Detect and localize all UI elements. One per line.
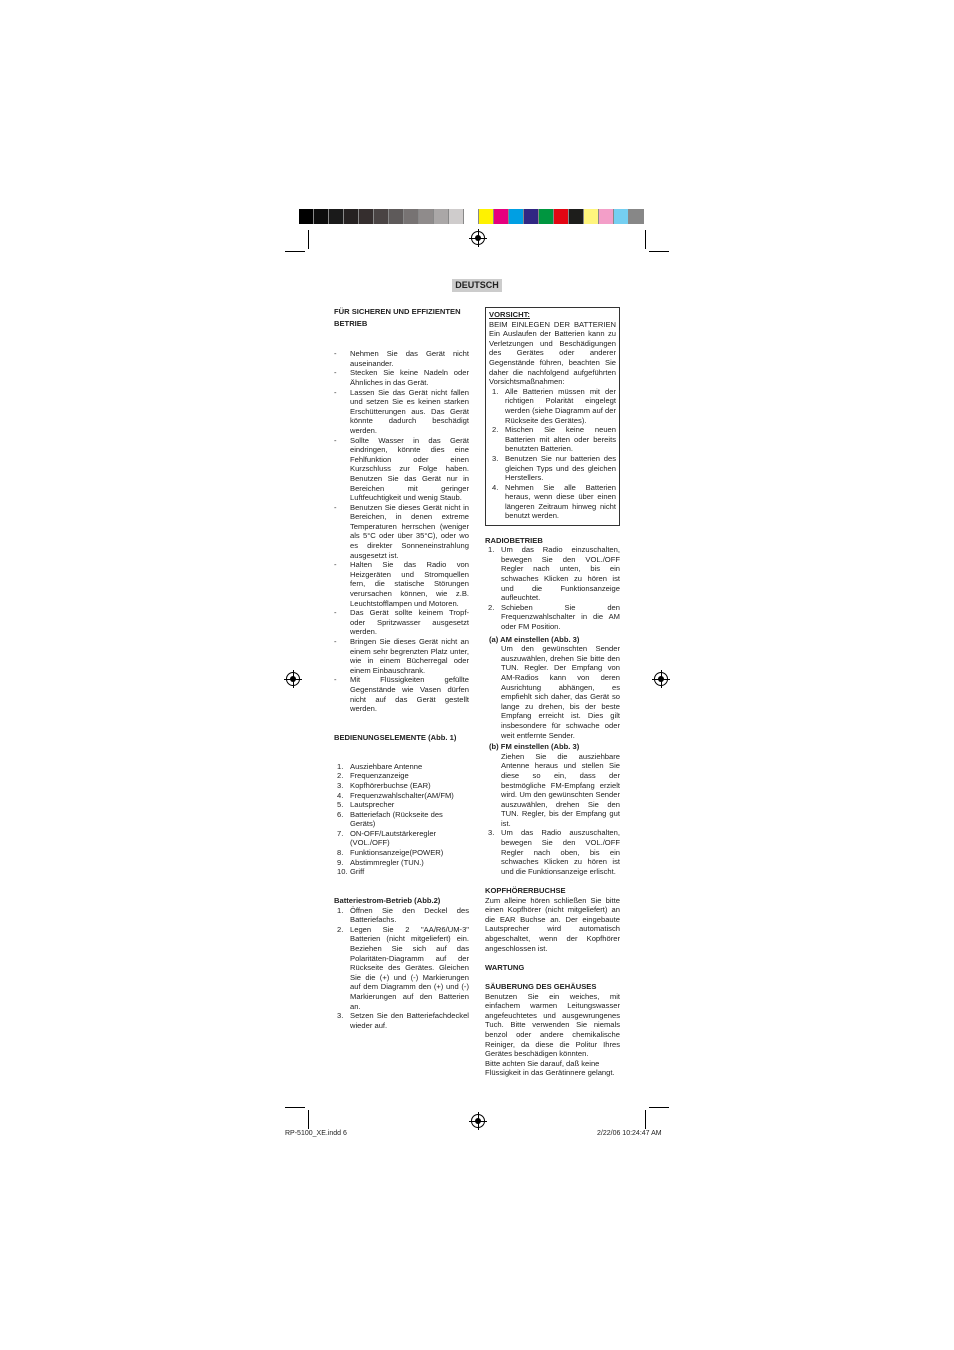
color-swatch [554, 209, 569, 224]
crop-mark [285, 1107, 305, 1108]
registration-mark-icon [471, 231, 485, 245]
list-item: 8. Funktionsanzeige(POWER) [337, 848, 444, 858]
fm-text: Ziehen Sie die ausziehbare Antenne heraus und stellen Sie diese so ein, dass der bestmögliche FM-Empfang erzielt wird. Um den gewünschten Sender auszuwählen, drehen Sie den TUN. Regler, bis der Empfang gut ist. [501, 751, 620, 828]
crop-mark [308, 230, 309, 249]
list-item: 2. Legen Sie 2 "AA/R6/UM-3" Batterien (nicht mitgeliefert) ein. Beziehen Sie sich auf das Polaritäten-Diagramm auf der Rückseite des Gerätes. Gleichen Sie die (+) und (-) Markierungen auf dem Diagramm den (+) und (-) Markierungen auf den Batterien an. [337, 924, 469, 1011]
color-swatch [569, 209, 584, 224]
color-swatch [389, 209, 404, 224]
list-item: - Lassen Sie das Gerät nicht fallen und setzen Sie es keinen starken Erschütterungen aus. Das Gerät könnte dadurch beschädigt werden. [334, 387, 469, 435]
color-swatch [629, 209, 644, 224]
footer-filename: RP-5100_XE.indd 6 [285, 1130, 347, 1137]
list-item: 1. Alle Batterien müssen mit der richtigen Polarität eingelegt werden (siehe Diagramm auf der Rückseite des Gerätes). [492, 386, 616, 425]
color-swatch [494, 209, 509, 224]
color-swatch [314, 209, 329, 224]
list-item: 9. Abstimmregler (TUN.) [337, 857, 424, 867]
maintenance-heading: WARTUNG [485, 962, 525, 972]
list-item: 7. ON-OFF/Lautstärkeregler (VOL./OFF) [337, 828, 437, 848]
list-item: 3. Kopfhörerbuchse (EAR) [337, 780, 431, 790]
battery-heading: Batteriestrom-Betrieb (Abb.2) [334, 896, 441, 906]
list-item: 2. Schieben Sie den Frequenzwahlschalter in die AM oder FM Position. [488, 602, 620, 631]
registration-mark-icon [654, 672, 668, 686]
caution-list [489, 387, 616, 521]
color-swatch [404, 209, 419, 224]
crop-mark [285, 251, 305, 252]
list-item: 10. Griff [337, 867, 365, 877]
registration-mark-icon [471, 1114, 485, 1128]
fm-heading: (b) FM einstellen (Abb. 3) [489, 742, 580, 752]
list-item: 5. Lautsprecher [337, 800, 395, 810]
list-item: 1. Öffnen Sie den Deckel des Batteriefachs. [337, 905, 469, 925]
list-item: - Das Gerät sollte keinem Tropf- oder Spritzwasser ausgesetzt werden. [334, 608, 469, 637]
color-swatch [329, 209, 344, 224]
controls-heading: BEDIENUNGSELEMENTE (Abb. 1) [334, 732, 457, 742]
color-swatch [449, 209, 464, 224]
safety-list [334, 349, 469, 714]
cleaning-note: Bitte achten Sie darauf, daß keine Flüssigkeit in das Gerätinnere gelangt. [485, 1058, 615, 1078]
cleaning-heading: SÄUBERUNG DES GEHÄUSES [485, 981, 597, 991]
list-item: 3. Setzen Sie den Batteriefachdeckel wieder auf. [337, 1011, 469, 1030]
list-item: 6. Batteriefach (Rückseite des Geräts) [337, 809, 443, 829]
registration-mark-icon [286, 672, 300, 686]
left-column [334, 306, 469, 1030]
am-heading: (a) AM einstellen (Abb. 3) [489, 634, 580, 644]
right-column [485, 307, 620, 1078]
battery-list [334, 906, 469, 1031]
headphones-text: Zum alleine hören schließen Sie bitte einen Kopfhörer (nicht mitgeliefert) an die EAR Buchse an. Der eingebaute Lautsprecher wird automatisch abgeschaltet, wenn der Kopfhörer angeschlossen ist. [485, 895, 620, 953]
list-item: 1. Ausziehbare Antenne [337, 761, 423, 771]
color-calibration-bar-color [479, 209, 644, 224]
list-item: - Benutzen Sie dieses Gerät nicht in Bereichen, in denen extreme Temperaturen herrschen (weniger als 5°C oder über 35°C), oder wo es direkter Sonneneinstrahlung ausgesetzt ist. [334, 502, 469, 560]
list-item: - Halten Sie das Radio von Heizgeräten und Stromquellen fern, die statische Störungen verursachen können, wie z.B. Leuchtstofflampen und Motoren. [334, 560, 469, 608]
color-swatch [599, 209, 614, 224]
crop-mark [649, 251, 669, 252]
am-text: Um den gewünschten Sender auszuwählen, drehen Sie bitte den TUN. Regler. Der Empfang von AM-Radios kann von deren Ausrichtung abhängen, es empfiehlt sich daher, das Gerät so lange zu drehen, bis der beste Empfang erreicht ist. Dies gilt insbesondere für schwache oder weit entfernte Sender. [501, 644, 620, 740]
color-calibration-bar-grayscale [299, 209, 479, 224]
color-swatch [524, 209, 539, 224]
list-item: 4. Nehmen Sie alle Batterien heraus, wenn diese über einen längeren Zeitraum hinweg nicht benutzt werden. [492, 482, 616, 521]
crop-mark [308, 1110, 309, 1129]
list-item: 3. Um das Radio auszuschalten, bewegen Sie den VOL./OFF Regler nach oben, bis ein schwaches Klicken zu hören ist und die Funktionsanzeige erlischt. [488, 828, 620, 876]
radio-heading: RADIOBETRIEB [485, 535, 543, 545]
headphones-heading: KOPFHÖRERBUCHSE [485, 886, 566, 896]
list-item: 2. Frequenzanzeige [337, 771, 409, 781]
language-label: DEUTSCH [452, 279, 502, 292]
color-swatch [509, 209, 524, 224]
list-item: - Sollte Wasser in das Gerät eindringen, könnte dies eine Fehlfunktion oder einen Kurzschluss zur Folge haben. Benutzen Sie das Gerät nur in Bereichen mit geringer Luftfeuchtigkeit und wenig Staub. [334, 435, 469, 503]
footer-timestamp: 2/22/06 10:24:47 AM [597, 1130, 662, 1137]
list-item: 2. Mischen Sie keine neuen Batterien mit alten oder bereits benutzten Batterien. [492, 425, 616, 454]
color-swatch [614, 209, 629, 224]
color-swatch [539, 209, 554, 224]
list-item: - Stecken Sie keine Nadeln oder Ähnliches in das Gerät. [334, 368, 469, 387]
list-item: 3. Benutzen Sie nur batterien des gleichen Typs und des gleichen Herstellers. [492, 453, 616, 483]
list-item: - Nehmen Sie das Gerät nicht auseinander. [334, 349, 469, 368]
list-item: 1. Um das Radio einzuschalten, bewegen Sie den VOL./OFF Regler nach unten, bis ein schwaches Klicken zu hören ist und die Funktionsanzeige aufleuchtet. [488, 545, 620, 603]
color-swatch [584, 209, 599, 224]
list-item: 4. Frequenzwahlschalter(AM/FM) [337, 790, 454, 800]
controls-list [334, 762, 469, 877]
caution-box [485, 307, 620, 526]
crop-mark [649, 1107, 669, 1108]
color-swatch [359, 209, 374, 224]
list-item: - Bringen Sie dieses Gerät nicht an einem sehr begrenzten Platz unter, wie in einem Bücherregal oder einem Einbauschrank. [334, 637, 469, 675]
color-swatch [299, 209, 314, 224]
cleaning-text: Benutzen Sie ein weiches, mit einfachem warmen Leitungswasser angefeuchtetes und ausgewrungenes Tuch. Bitte verwenden Sie niemals benzol oder andere chemikalische Reiniger, da diese die Politur Ihres Gerätes beschädigen könnten. [485, 991, 620, 1059]
caution-intro: BEIM EINLEGEN DER BATTERIEN Ein Auslaufen der Batterien kann zu Verletzungen und Beschädigungen des Gerätes oder anderer Gegenstände führen, beachten Sie daher die nachfolgend aufgeführten Vorsichtsmaßnahmen: [489, 319, 616, 387]
color-swatch [434, 209, 449, 224]
color-swatch [419, 209, 434, 224]
caution-title: VORSICHT: [489, 310, 530, 319]
color-swatch [464, 209, 479, 224]
list-item: - Mit Flüssigkeiten gefüllte Gegenstände wie Vasen dürfen nicht auf das Gerät gestellt werden. [334, 675, 469, 714]
color-swatch [374, 209, 389, 224]
safety-heading: FÜR SICHEREN UND EFFIZIENTEN BETRIEB [334, 307, 461, 328]
crop-mark [645, 1110, 646, 1129]
color-swatch [479, 209, 494, 224]
color-swatch [344, 209, 359, 224]
crop-mark [645, 230, 646, 249]
